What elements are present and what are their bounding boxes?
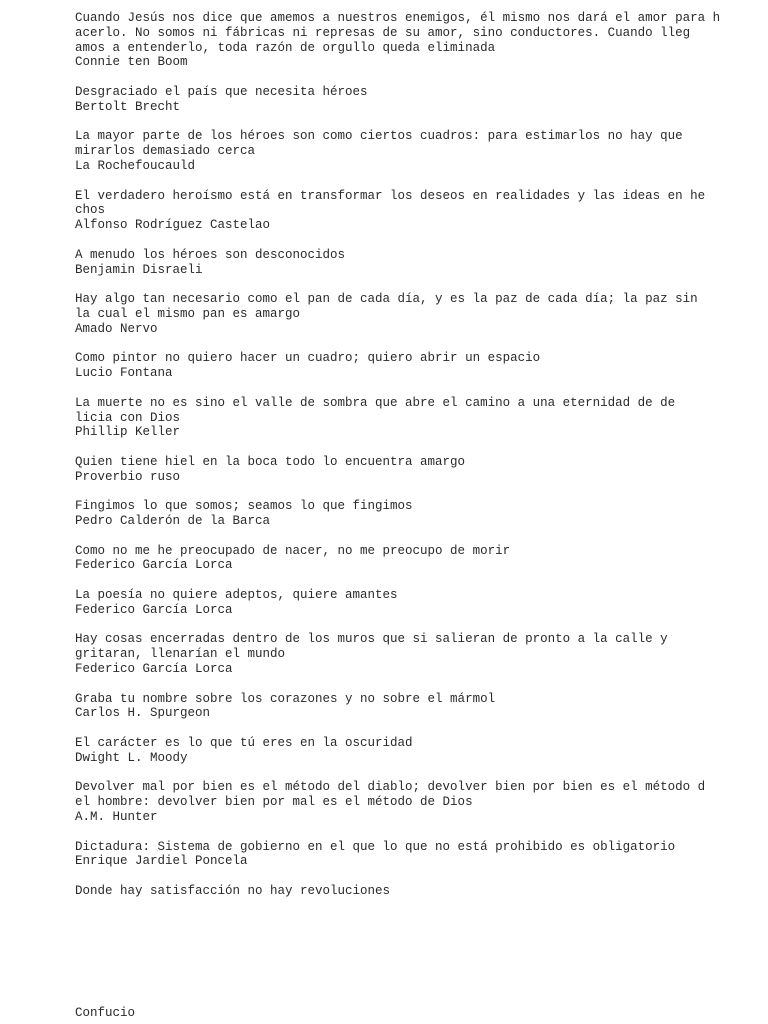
quote-author: Pedro Calderón de la Barca (75, 514, 271, 529)
quote-text-line: acerlo. No somos ni fábricas ni represas de su amor, sino conductores. Cuando lleg (75, 25, 691, 40)
quote-block (75, 351, 735, 381)
quote-block (75, 455, 735, 485)
quote-author: Federico García Lorca (75, 662, 233, 677)
quote-text-line: amos a entenderlo, toda razón de orgullo queda eliminada (75, 40, 496, 55)
quote-block (75, 780, 735, 824)
quote-author-confucio: Confucio (75, 1006, 136, 1020)
quote-text-line: Graba tu nombre sobre los corazones y no sobre el mármol (75, 691, 496, 706)
quote-author: Amado Nervo (75, 321, 158, 336)
quote-block (75, 632, 735, 676)
quote-text-line: Cuando Jesús nos dice que amemos a nuestros enemigos, él mismo nos dará el amor para h (75, 11, 721, 25)
quote-author: Phillip Keller (75, 425, 181, 440)
quote-author: Federico García Lorca (75, 558, 233, 573)
quote-text-line: La mayor parte de los héroes son como ciertos cuadros: para estimarlos no hay que (75, 129, 683, 144)
quote-block (75, 544, 735, 574)
quote-block (75, 884, 735, 899)
quote-text-line: El verdadero heroísmo está en transformar los deseos en realidades y las ideas en he (75, 188, 706, 203)
quote-block (75, 85, 735, 115)
quote-text-line: El carácter es lo que tú eres en la oscuridad (75, 736, 413, 751)
quote-text-line: Dictadura: Sistema de gobierno en el que lo que no está prohibido es obligatorio (75, 839, 676, 854)
quote-text-line: Donde hay satisfacción no hay revoluciones (75, 884, 391, 899)
quote-text-line: Fingimos lo que somos; seamos lo que fingimos (75, 499, 413, 514)
quote-author: Proverbio ruso (75, 469, 181, 484)
quote-text-line: Hay cosas encerradas dentro de los muros que si salieran de pronto a la calle y (75, 632, 668, 647)
quote-text-line: Quien tiene hiel en la boca todo lo encuentra amargo (75, 454, 466, 469)
quote-text-line: Como pintor no quiero hacer un cuadro; quiero abrir un espacio (75, 351, 541, 366)
quote-block (75, 588, 735, 618)
quote-text-line: licia con Dios (75, 410, 181, 425)
quote-block (75, 692, 735, 722)
quote-block (75, 11, 735, 70)
quote-text-line: Devolver mal por bien es el método del diablo; devolver bien por bien es el método d (75, 780, 706, 795)
quote-author: Enrique Jardiel Poncela (75, 854, 248, 869)
quote-author: Carlos H. Spurgeon (75, 706, 211, 721)
quote-author: Benjamin Disraeli (75, 262, 203, 277)
quote-text-line: La muerte no es sino el valle de sombra que abre el camino a una eternidad de de (75, 395, 676, 410)
quote-text-line: A menudo los héroes son desconocidos (75, 247, 346, 262)
quote-text-line: Hay algo tan necesario como el pan de cada día, y es la paz de cada día; la paz sin (75, 292, 698, 307)
quote-block (75, 840, 735, 870)
quote-block (75, 248, 735, 278)
quote-author: Alfonso Rodríguez Castelao (75, 218, 271, 233)
quote-text-line: chos (75, 203, 106, 218)
quote-block (75, 499, 735, 529)
quote-text-line: Desgraciado el país que necesita héroes (75, 84, 368, 99)
quote-author: A.M. Hunter (75, 810, 158, 825)
quote-text-line: gritaran, llenarían el mundo (75, 647, 286, 662)
quote-block (75, 292, 735, 336)
quote-block (75, 189, 735, 233)
quote-author: Lucio Fontana (75, 366, 173, 381)
quotes-document (75, 11, 735, 914)
quote-text-line: la cual el mismo pan es amargo (75, 306, 301, 321)
quote-block (75, 396, 735, 440)
quote-author: Dwight L. Moody (75, 750, 188, 765)
quote-author: Bertolt Brecht (75, 99, 181, 114)
quote-author: Connie ten Boom (75, 55, 188, 70)
quote-block (75, 129, 735, 173)
quote-text-line: el hombre: devolver bien por mal es el método de Dios (75, 795, 473, 810)
quote-text-line: La poesía no quiere adeptos, quiere amantes (75, 588, 398, 603)
quote-text-line: mirarlos demasiado cerca (75, 144, 256, 159)
quote-text-line: Como no me he preocupado de nacer, no me preocupo de morir (75, 543, 511, 558)
quote-author: Federico García Lorca (75, 602, 233, 617)
quote-author: La Rochefoucauld (75, 158, 196, 173)
quote-block (75, 736, 735, 766)
